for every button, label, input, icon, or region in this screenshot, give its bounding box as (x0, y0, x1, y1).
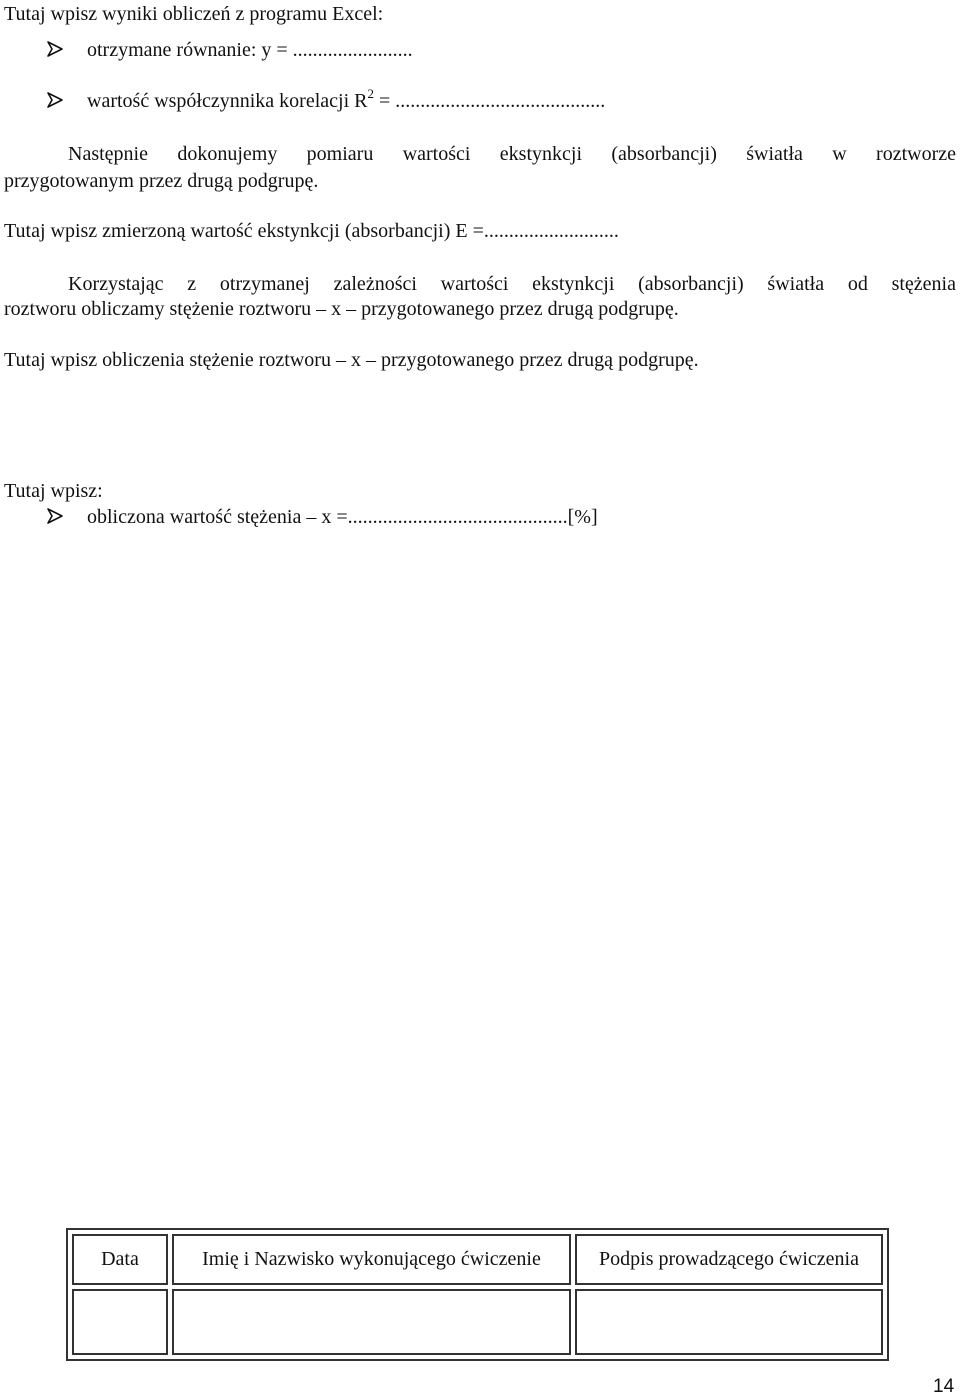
absorbance-field: Tutaj wpisz zmierzoną wartość ekstynkcji (absorbancji) E =........................... (4, 220, 619, 242)
header-name: Imię i Nazwisko wykonującego ćwiczenie (172, 1234, 571, 1285)
correlation-dots: = .......................................... (373, 90, 606, 112)
table-header-row (72, 1234, 883, 1285)
paragraph-measure-line-1: Następnie dokonujemy pomiaru wartości ekstynkcji (absorbancji) światła w roztworze (68, 143, 956, 165)
arrowhead-bullet-icon (46, 40, 64, 58)
correlation-label: wartość współczynnika korelacji R (87, 90, 368, 112)
page-number: 14 (933, 1376, 955, 1397)
arrowhead-bullet-icon (46, 507, 64, 525)
equation-field: otrzymane równanie: y = ........................ (87, 39, 413, 61)
paragraph-calc-line-2: roztworu obliczamy stężenie roztworu – x – przygotowanego przez drugą podgrupę. (4, 298, 679, 320)
enter-label: Tutaj wpisz: (4, 480, 103, 502)
name-cell[interactable] (172, 1289, 571, 1355)
correlation-field (87, 86, 606, 113)
header-date: Data (72, 1234, 168, 1285)
header-signature: Podpis prowadzącego ćwiczenia (575, 1234, 883, 1285)
calculation-prompt: Tutaj wpisz obliczenia stężenie roztworu – x – przygotowanego przez drugą podgrupę. (4, 349, 699, 371)
signature-cell[interactable] (575, 1289, 883, 1355)
superscript: 2 (367, 86, 374, 101)
table-row (72, 1289, 883, 1355)
intro-text: Tutaj wpisz wyniki obliczeń z programu Excel: (4, 3, 384, 25)
arrowhead-bullet-icon (46, 91, 64, 109)
signature-table (66, 1228, 889, 1361)
paragraph-calc-line-1: Korzystając z otrzymanej zależności wartości ekstynkcji (absorbancji) światła od stężenia (68, 273, 956, 295)
date-cell[interactable] (72, 1289, 168, 1355)
paragraph-measure-line-2: przygotowanym przez drugą podgrupę. (4, 170, 319, 192)
concentration-field: obliczona wartość stężenia – x =............................................[%] (87, 506, 598, 528)
